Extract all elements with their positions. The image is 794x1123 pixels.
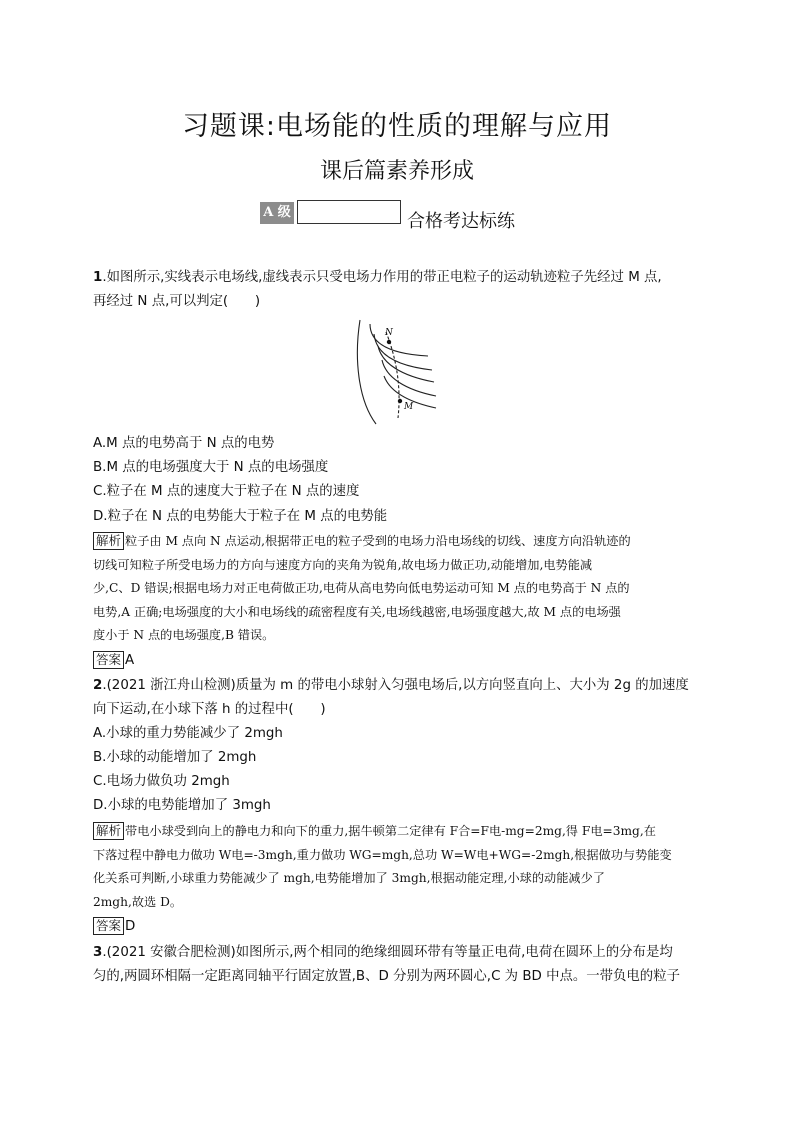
q1-option-c: C.粒子在 M 点的速度大于粒子在 N 点的速度 bbox=[93, 484, 360, 499]
page-title: 习题课:电场能的性质的理解与应用 bbox=[181, 111, 613, 142]
q1-analysis-text-1: 粒子由 M 点向 N 点运动,根据带正电的粒子受到的电场力沿电场线的切线、速度方向沿轨迹的 bbox=[125, 534, 631, 548]
q2-option-d: D.小球的电势能增加了 3mgh bbox=[93, 798, 271, 813]
q2-analysis-line-4: 2mgh,故选 D。 bbox=[93, 895, 183, 909]
q3-stem-line-2: 匀的,两圆环相隔一定距离同轴平行固定放置,B、D 分别为两环圆心,C 为 BD 中点。一带负电的粒子 bbox=[93, 969, 680, 984]
q2-stem-text-1: .(2021 浙江舟山检测)质量为 m 的带电小球射入匀强电场后,以方向竖直向上、大小为 2g 的加速度 bbox=[102, 678, 689, 693]
point-m-dot bbox=[398, 399, 402, 403]
page-subtitle: 课后篇素养形成 bbox=[319, 159, 474, 184]
point-m-label: M bbox=[404, 402, 414, 412]
q1-answer-tag: 答案 bbox=[93, 651, 124, 669]
q2-analysis-tag: 解析 bbox=[93, 822, 124, 840]
q1-answer-line bbox=[93, 651, 134, 671]
q2-number: 2 bbox=[93, 678, 103, 693]
point-n-label: N bbox=[385, 328, 393, 338]
q2-answer-value: D bbox=[125, 919, 136, 934]
q1-analysis-tag: 解析 bbox=[93, 532, 124, 550]
q2-option-a: A.小球的重力势能减少了 2mgh bbox=[93, 726, 283, 741]
q2-stem-line-2: 向下运动,在小球下落 h 的过程中( ) bbox=[93, 702, 326, 717]
q1-analysis-line-3: 少,C、D 错误;根据电场力对正电荷做正功,电荷从高电势向低电势运动可知 M 点的电势高于 N 点的 bbox=[93, 581, 630, 595]
q3-number: 3 bbox=[93, 945, 103, 960]
q2-analysis-text-1: 带电小球受到向上的静电力和向下的重力,据牛顿第二定律有 F合=F电-mg=2mg,得 F电=3mg,在 bbox=[125, 824, 656, 838]
q2-option-b: B.小球的动能增加了 2mgh bbox=[93, 750, 257, 765]
q2-answer-line bbox=[93, 917, 135, 937]
q1-analysis-line-4: 电势,A 正确;电场强度的大小和电场线的疏密程度有关,电场线越密,电场强度越大,故 M 点的电场强 bbox=[93, 605, 621, 619]
q1-option-d: D.粒子在 N 点的电势能大于粒子在 M 点的电势能 bbox=[93, 509, 388, 524]
q2-answer-tag: 答案 bbox=[93, 917, 124, 935]
q2-analysis-line-2: 下落过程中静电力做功 W电=-3mgh,重力做功 WG=mgh,总功 W=W电+WG=-2mgh,根据做功与势能变 bbox=[93, 848, 672, 862]
point-n-dot bbox=[387, 340, 391, 344]
electric-field-figure bbox=[350, 318, 440, 428]
field-line-4 bbox=[378, 346, 434, 382]
q2-option-c: C.电场力做负功 2mgh bbox=[93, 774, 230, 789]
q1-option-a: A.M 点的电势高于 N 点的电势 bbox=[93, 436, 275, 451]
q2-analysis-line-1 bbox=[93, 821, 656, 841]
level-blank-box bbox=[297, 200, 401, 224]
field-line-2 bbox=[370, 324, 428, 356]
q1-stem-text-1: .如图所示,实线表示电场线,虚线表示只受电场力作用的带正电粒子的运动轨迹粒子先经过 M 点, bbox=[102, 270, 662, 285]
q1-stem-line-2: 再经过 N 点,可以判定( ) bbox=[93, 294, 261, 309]
level-label: 合格考达标练 bbox=[407, 211, 515, 232]
q2-stem-line-1 bbox=[93, 676, 689, 696]
q2-analysis-line-3: 化关系可判断,小球重力势能减少了 mgh,电势能增加了 3mgh,根据动能定理,小球的动能减少了 bbox=[93, 871, 605, 885]
trajectory-dashed bbox=[386, 332, 399, 418]
q1-number: 1 bbox=[93, 270, 103, 285]
q3-stem-text-1: .(2021 安徽合肥检测)如图所示,两个相同的绝缘细圆环带有等量正电荷,电荷在圆环上的分布是均 bbox=[102, 945, 673, 960]
level-badge: A 级 bbox=[260, 202, 294, 224]
q1-answer-value: A bbox=[125, 653, 135, 668]
q1-stem-line-1 bbox=[93, 268, 662, 288]
q1-option-b: B.M 点的电场强度大于 N 点的电场强度 bbox=[93, 460, 329, 475]
field-line-3 bbox=[374, 334, 432, 370]
q1-analysis-line-5: 度小于 N 点的电场强度,B 错误。 bbox=[93, 628, 275, 642]
q3-stem-line-1 bbox=[93, 943, 673, 963]
q1-analysis-line-1 bbox=[93, 531, 631, 551]
q1-analysis-line-2: 切线可知粒子所受电场力的方向与速度方向的夹角为锐角,故电场力做正功,动能增加,电势能减 bbox=[93, 558, 593, 572]
